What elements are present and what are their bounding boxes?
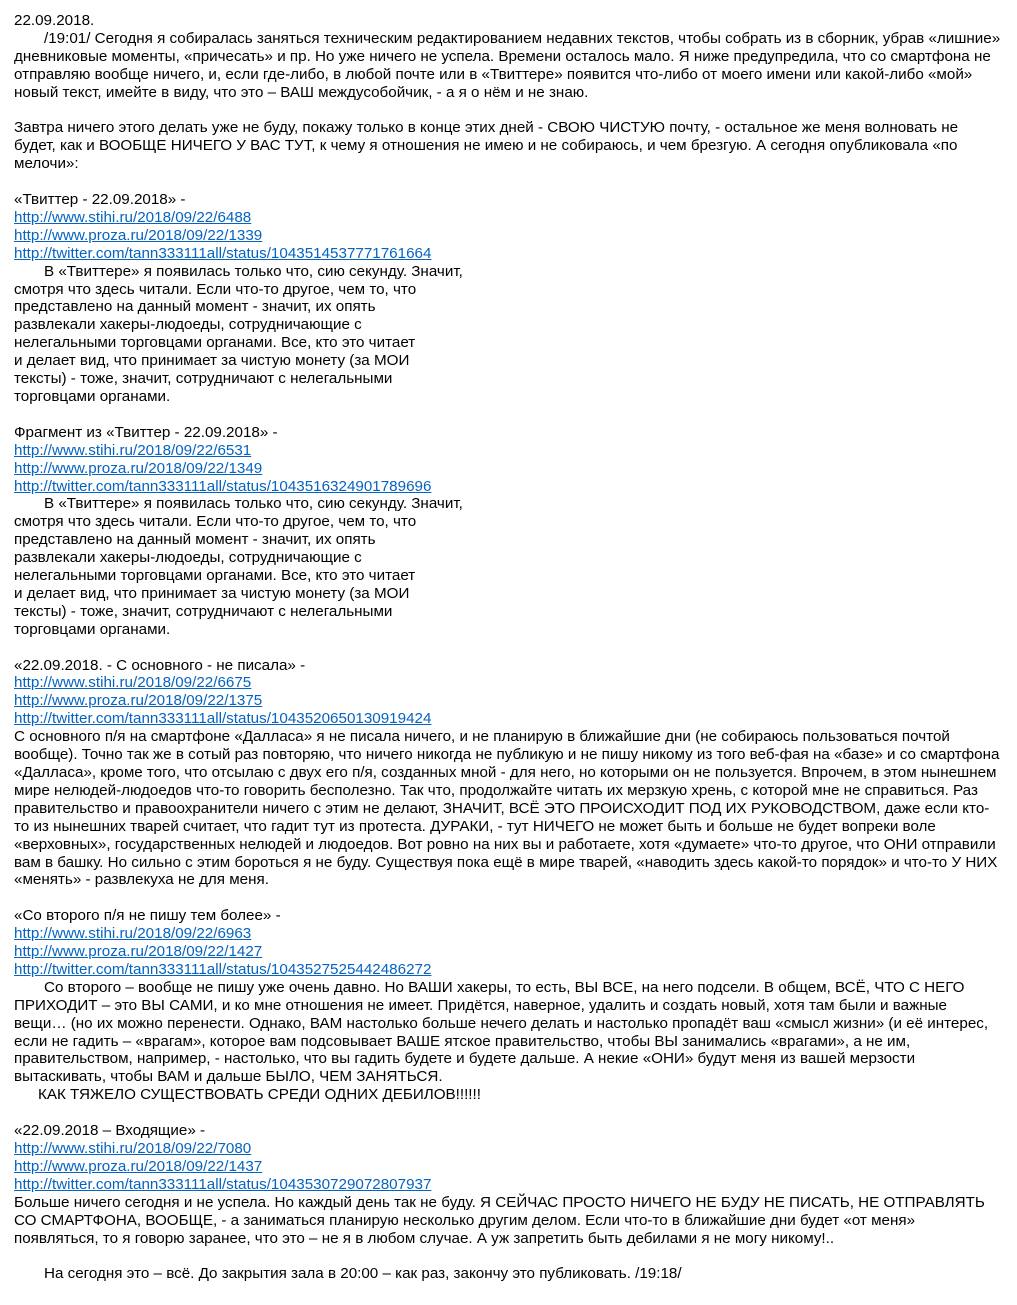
section-4-proza-link[interactable]: http://www.proza.ru/2018/09/22/1427 <box>14 943 263 961</box>
section-3-title: «22.09.2018. - С основного - не писала» - <box>14 656 306 674</box>
body-line: представлено на данный момент - значит, их опять <box>14 531 376 549</box>
body-line: нелегальными торговцами органами. Все, кто это читает <box>14 334 416 352</box>
intro-paragraph-1: /19:01/ Сегодня я собиралась заняться техническим редактированием недавних текстов, чтобы собрать из в сборник, убрав «лишние» дневниковые моменты, «причесать» и пр. Но уже ничего не успела. Времени осталось мало. Я ниже предупредила, что со смартфона не отправляю вообще ничего, и, если где-либо, в любой почте или в «Твиттере» появится что-либо от моего имени или какой-либо «мой» новый текст, имейте в виду, что это – ВАШ междусобойчик, - а я о нём и не знаю. <box>14 29 1001 101</box>
body-line: развлекали хакеры-людоеды, сотрудничающие с <box>14 316 362 334</box>
section-1-proza-link[interactable]: http://www.proza.ru/2018/09/22/1339 <box>14 226 263 244</box>
section-2-proza-link[interactable]: http://www.proza.ru/2018/09/22/1349 <box>14 459 263 477</box>
section-5-stihi-link[interactable]: http://www.stihi.ru/2018/09/22/7080 <box>14 1140 252 1157</box>
section-4-shout: КАК ТЯЖЕЛО СУЩЕСТВОВАТЬ СРЕДИ ОДНИХ ДЕБИЛОВ!!!!!! <box>38 1086 481 1104</box>
section-4-twitter-link[interactable]: http://twitter.com/tann333111all/status/1043527525442486272 <box>14 960 432 978</box>
section-2-title: Фрагмент из «Твиттер - 22.09.2018» - <box>14 423 278 441</box>
body-line: смотря что здесь читали. Если что-то другое, чем то, что <box>14 513 417 531</box>
body-line: торговцами органами. <box>14 388 171 405</box>
section-4-title: «Со второго п/я не пишу тем более» - <box>14 907 281 925</box>
section-1-title: «Твиттер - 22.09.2018» - <box>14 191 186 209</box>
section-5-proza-link[interactable]: http://www.proza.ru/2018/09/22/1437 <box>14 1157 263 1175</box>
section-4-body: Со второго – вообще не пишу уже очень давно. Но ВАШИ хакеры, то есть, ВЫ ВСЕ, на него подсели. В общем, ВСЁ, ЧТО С НЕГО ПРИХОДИТ – это ВЫ САМИ, и ко мне отношения не имеет. Придётся, наверное, удалить и создать новый, хотя там были и важные вещи… (но их можно перенести. Однако, ВАМ настолько больше нечего делать и настолько пропадёт ваш «смысл жизни» (и её интерес, если не гадить – «врагам», которое вам подсовывает ВАШЕ ятское правительство, чтобы ВЫ занимались «врагами», а не им, правительством, например, - настолько, что вы гадить будете и будете дальше. А некие «ОНИ» будут меня из вашей мерзости вытаскивать, чтобы ВАМ и дальше БЫЛО, ЧЕМ ЗАНЯТЬСЯ. <box>14 978 989 1086</box>
section-1-body <box>14 263 484 406</box>
body-line: торговцами органами. <box>14 620 171 638</box>
section-5-body: Больше ничего сегодня и не успела. Но каждый день так не буду. Я СЕЙЧАС ПРОСТО НИЧЕГО НЕ БУДУ НЕ ПИСАТЬ, НЕ ОТПРАВЛЯТЬ СО СМАРТФОНА, ВООБЩЕ, - а заниматься планирую несколько другим делом. Если что-то в ближайшие дни будет «от меня» появляться, то я говорю заранее, что это – не я в любом случае. А уж запретить быть дебилами я не могу никому!.. <box>14 1193 985 1247</box>
section-1-stihi-link[interactable]: http://www.stihi.ru/2018/09/22/6488 <box>14 208 252 226</box>
body-line: В «Твиттере» я появилась только что, сию секунду. Значит, <box>44 262 463 280</box>
body-line: и делает вид, что принимает за чистую монету (за МОИ <box>14 584 410 602</box>
section-2-twitter-link[interactable]: http://twitter.com/tann333111all/status/1043516324901789696 <box>14 477 432 495</box>
section-3-body: С основного п/я на смартфоне «Далласа» я не писала ничего, и не планирую в ближайшие дни (не собираюсь пользоваться почтой вообще). Точно так же в сотый раз повторяю, что ничего никогда не публикую и не пишу никому из того веб-фая на «базе» и со смартфона «Далласа», кроме того, что отсылаю с двух его п/я, созданных мной - для него, но которыми он не пользуется. Впрочем, в этом нынешнем мире нелюдей-людоедов что-то говорить бесполезно. Так что, продолжайте читать их мерзкую хрень, с которой мне не справиться. Раз правительство и правоохранители ничего с этим не делают, ЗНАЧИТ, ВСЁ ЭТО ПРОИСХОДИТ ПОД ИХ РУКОВОДСТВОМ, даже если кто-то из нынешних тварей считает, что гадит тут из протеста. ДУРАКИ, - тут НИЧЕГО не может быть и больше не будет вопреки воле «верховных», государственных нелюдей и людоедов. Вот ровно на них вы и работаете, хотя «думаете» что-то другое, что ОНИ отправили вам в башку. Но сильно с этим бороться я не буду. Существуя пока ещё в мире тварей, «наводить здесь какой-то порядок» и что-то У НИХ «менять» - развлекуха не для меня. <box>14 728 1000 889</box>
body-line: представлено на данный момент - значит, их опять <box>14 298 376 316</box>
body-line: развлекали хакеры-людоеды, сотрудничающие с <box>14 549 362 567</box>
section-3-proza-link[interactable]: http://www.proza.ru/2018/09/22/1375 <box>14 692 263 710</box>
body-line: тексты) - тоже, значит, сотрудничают с нелегальными <box>14 370 393 388</box>
body-line: нелегальными торговцами органами. Все, кто это читает <box>14 567 416 585</box>
section-3-twitter-link[interactable]: http://twitter.com/tann333111all/status/1043520650130919424 <box>14 710 432 728</box>
intro-paragraph-2: Завтра ничего этого делать уже не буду, покажу только в конце этих дней - СВОЮ ЧИСТУЮ почту, - остальное же меня волновать не будет, как и ВООБЩЕ НИЧЕГО У ВАС ТУТ, к чему я отношения не имею и не собираюсь, и чем брезгую. А сегодня опубликовала «по мелочи»: <box>14 119 959 173</box>
body-line: смотря что здесь читали. Если что-то другое, чем то, что <box>14 280 417 298</box>
section-3-stihi-link[interactable]: http://www.stihi.ru/2018/09/22/6675 <box>14 674 252 692</box>
section-2-stihi-link[interactable]: http://www.stihi.ru/2018/09/22/6531 <box>14 441 252 459</box>
section-1-twitter-link[interactable]: http://twitter.com/tann333111all/status/1043514537771761664 <box>14 244 432 262</box>
section-4-stihi-link[interactable]: http://www.stihi.ru/2018/09/22/6963 <box>14 925 252 943</box>
body-line: В «Твиттере» я появилась только что, сию секунду. Значит, <box>44 495 463 513</box>
closing-line: На сегодня это – всё. До закрытия зала в 20:00 – как раз, закончу это публиковать. /19:18/ <box>44 1265 682 1283</box>
section-5-twitter-link[interactable]: http://twitter.com/tann333111all/status/1043530729072807937 <box>14 1175 432 1193</box>
section-2-body <box>14 495 484 638</box>
body-line: тексты) - тоже, значит, сотрудничают с нелегальными <box>14 602 393 620</box>
section-5-title: «22.09.2018 – Входящие» - <box>14 1122 206 1140</box>
date-line: 22.09.2018. <box>14 12 95 29</box>
body-line: и делает вид, что принимает за чистую монету (за МОИ <box>14 352 410 370</box>
